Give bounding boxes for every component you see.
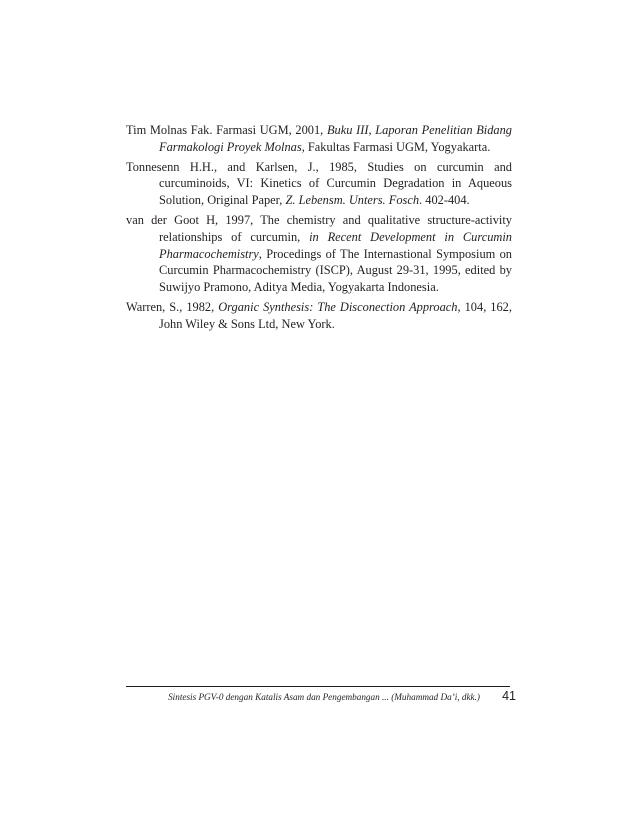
reference-list <box>126 122 512 336</box>
reference-text: Warren, S., 1982, <box>126 299 219 314</box>
reference-text: . 402-404. <box>419 193 470 208</box>
reference-text: Tim Molnas Fak. Farmasi UGM, 2001, <box>126 123 327 137</box>
reference-text: van der Goot H, 1997, The chemistry and qualitative structure-activity relationships of curcumin, <box>126 212 512 244</box>
reference-text: , Procedings of The Internastional Symposium on Curcumin Pharmacochemistry (ISCP), August 29-31, 1995, edited by Suwijyo Pramono, Aditya Media, Yogyakarta Indonesia. <box>159 246 512 295</box>
reference-text: , Fakultas Farmasi UGM, Yogyakarta. <box>301 139 491 154</box>
reference-entry <box>126 122 512 156</box>
footer-divider <box>126 686 510 687</box>
running-title: Sintesis PGV-0 dengan Katalis Asam dan Pengembangan ... (Muhammad Da’i, dkk.) <box>168 692 480 702</box>
page-number: 41 <box>502 689 516 703</box>
reference-italic-title: Buku III, Laporan Penelitian Bidang Farmakologi Proyek Molnas <box>159 123 513 154</box>
reference-italic-title: Z. Lebensm. Unters. Fosch <box>285 193 420 208</box>
reference-entry <box>126 299 512 333</box>
reference-entry <box>126 159 512 209</box>
reference-italic-title: in Recent Development in Curcumin Pharmacochemistry <box>159 229 512 261</box>
reference-text: , 104, 162, John Wiley & Sons Ltd, New York. <box>159 299 512 331</box>
reference-text: Tonnesenn H.H., and Karlsen, J., 1985, Studies on curcumin and curcuminoids, VI: Kinetics of Curcumin Degradation in Aqueous Solution, Original Paper, <box>126 159 512 208</box>
reference-entry <box>126 212 512 296</box>
reference-italic-title: Organic Synthesis: The Disconection Approach <box>218 299 458 314</box>
